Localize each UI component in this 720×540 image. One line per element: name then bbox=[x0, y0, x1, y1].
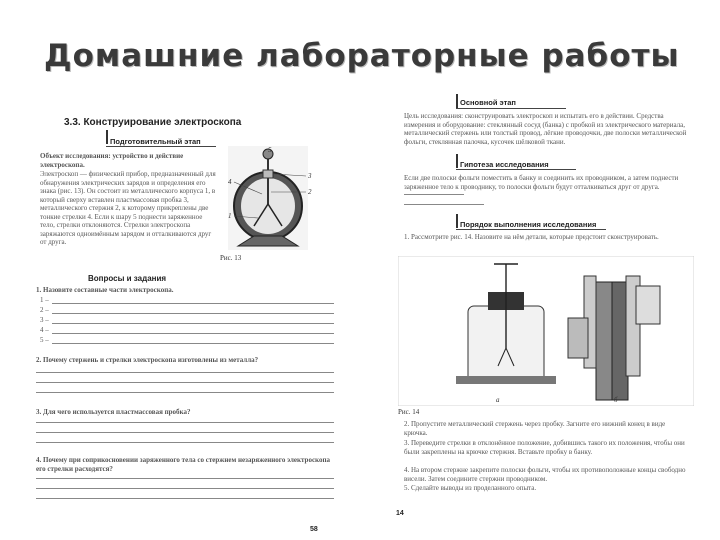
body-text: Электроскоп — физический прибор, предназначенный для обнаружения электрических зарядов и определения его знака (рис. 13). Он состоит из металлического корпуса 1, в который сверху вставлен пластмассовая пробка 3, металлического стержня 2, к которому прикреплены две тонкие стрелки 4. Если к шару 5 поднести заряженное тело, стрелки отклоняются. Стрелки электроскопа заряжаются одноимённым зарядом и отталкиваются друг от друга. bbox=[40, 170, 216, 246]
stage-marker bbox=[106, 130, 108, 144]
fig-label-2: 2 bbox=[308, 188, 312, 196]
answer-line[interactable] bbox=[404, 194, 464, 195]
section-title: 3.3. Конструирование электроскопа bbox=[64, 117, 242, 128]
answer-line[interactable] bbox=[52, 313, 334, 314]
left-page bbox=[22, 90, 352, 540]
answer-line[interactable] bbox=[36, 432, 334, 433]
step-5: 5. Сделайте выводы из проделанного опыта. bbox=[404, 484, 537, 492]
fig-label-5: 5 bbox=[268, 146, 272, 154]
fig-14-apparatus bbox=[398, 256, 694, 406]
questions-title: Вопросы и задания bbox=[88, 274, 167, 283]
order-underline bbox=[456, 229, 606, 230]
step-3: 3. Переведите стрелки в отклонённое положение, добившись такого их положения, чтобы они были закреплены на крючке стержня. Вставьте пробку в банку. bbox=[404, 439, 685, 456]
fig-caption-14: Рис. 14 bbox=[398, 408, 420, 416]
answer-line[interactable] bbox=[36, 382, 334, 383]
goal-text: Цель исследования: сконструировать электроскоп и испытать его в действии. Средства измерения и оборудование: стеклянный сосуд (банка) с пробкой из электрического материала, металлический стержень или толстый провод, лёгкие проводочки, две полоски металлической фольги, стеклянная палочка, кусочек шёлковой ткани. bbox=[404, 112, 687, 146]
answer-item-5: 5 – bbox=[40, 336, 49, 344]
hypothesis-underline bbox=[456, 169, 576, 170]
slide-title: Домашние лабораторные работы bbox=[44, 38, 680, 74]
answer-line[interactable] bbox=[36, 498, 334, 499]
object-text: Объект исследования: устройство и действие электроскопа. bbox=[40, 152, 184, 169]
answer-line[interactable] bbox=[52, 343, 334, 344]
answer-item-1: 1 – bbox=[40, 296, 49, 304]
answer-line[interactable] bbox=[36, 488, 334, 489]
fig-label-4: 4 bbox=[228, 178, 232, 186]
stage-underline bbox=[456, 108, 566, 109]
answer-item-2: 2 – bbox=[40, 306, 49, 314]
answer-line[interactable] bbox=[404, 204, 484, 205]
order-title: Порядок выполнения исследования bbox=[460, 220, 597, 229]
answer-line[interactable] bbox=[36, 478, 334, 479]
page-number-right: 14 bbox=[396, 510, 404, 517]
stage-underline bbox=[106, 146, 216, 147]
stage-title: Подготовительный этап bbox=[110, 137, 201, 146]
step-4: 4. На втором стержне закрепите полоски фольги, чтобы их противоположные концы свободно висели. Затем соедините стержни проводником. bbox=[404, 466, 686, 483]
answer-line[interactable] bbox=[36, 422, 334, 423]
answer-line[interactable] bbox=[36, 372, 334, 373]
answer-item-3: 3 – bbox=[40, 316, 49, 324]
answer-line[interactable] bbox=[52, 323, 334, 324]
order-marker bbox=[456, 214, 458, 228]
question-1: 1. Назовите составные части электроскопа. bbox=[36, 286, 174, 294]
answer-line[interactable] bbox=[52, 333, 334, 334]
hypothesis-title: Гипотеза исследования bbox=[460, 160, 549, 169]
answer-line[interactable] bbox=[36, 442, 334, 443]
answer-line[interactable] bbox=[36, 392, 334, 393]
fig-label-1: 1 bbox=[228, 212, 232, 220]
stage-title: Основной этап bbox=[460, 98, 516, 107]
answer-item-4: 4 – bbox=[40, 326, 49, 334]
question-4: 4. Почему при соприкосновении заряженного тела со стержнем незаряженного электроскопа его стрелки расходятся? bbox=[36, 456, 331, 473]
step-2: 2. Пропустите металлический стержень через пробку. Загните его нижний конец в виде крючка. bbox=[404, 420, 666, 437]
right-page bbox=[386, 90, 698, 530]
fig-label-b: б bbox=[614, 396, 618, 404]
question-3: 3. Для чего используется пластмассовая пробка? bbox=[36, 408, 191, 416]
fig-caption-13: Рис. 13 bbox=[220, 254, 242, 262]
page-number-left: 58 bbox=[310, 526, 318, 533]
hypothesis-text: Если две полоски фольги поместить в банку и соединить их проводником, а затем поднести заряженное тело к проводнику, то полоски фольги будут отталкиваться друг от друга. bbox=[404, 174, 679, 191]
question-2: 2. Почему стержень и стрелки электроскопа изготовлены из металла? bbox=[36, 356, 259, 364]
hypothesis-marker bbox=[456, 154, 458, 168]
step-1: 1. Рассмотрите рис. 14. Назовите на нём детали, которые предстоит сконструировать. bbox=[404, 233, 659, 241]
fig-label-a: а bbox=[496, 396, 500, 404]
stage-marker bbox=[456, 94, 458, 108]
answer-line[interactable] bbox=[52, 303, 334, 304]
fig-label-3: 3 bbox=[308, 172, 312, 180]
